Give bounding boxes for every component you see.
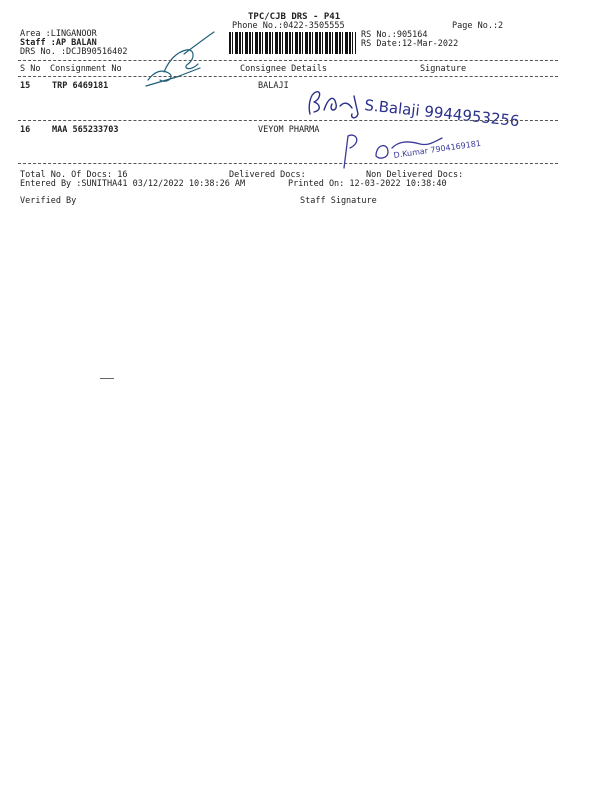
staff-handwritten-signature [140, 28, 220, 98]
row-consignment: TRP 6469181 [52, 81, 109, 91]
total-docs: Total No. Of Docs: 16 [20, 170, 128, 180]
document-title: TPC/CJB DRS - P41 [248, 12, 341, 22]
divider [18, 76, 558, 77]
row-handwritten-signature [336, 128, 482, 172]
column-header-signature: Signature [420, 64, 467, 74]
non-delivered-docs: Non Delivered Docs: [366, 170, 464, 180]
divider [18, 60, 558, 61]
printed-on: Printed On: 12-03-2022 10:38:40 [288, 179, 447, 189]
staff-signature-label: Staff Signature [300, 196, 377, 206]
divider [18, 163, 558, 164]
barcode [229, 32, 356, 54]
row-handwritten-signature [306, 84, 521, 131]
row-consignment: MAA 565233703 [52, 125, 119, 135]
entered-by: Entered By :SUNITHA41 03/12/2022 10:38:26 AM [20, 179, 246, 189]
drs-number: DRS No. :DCJB90516402 [20, 47, 128, 57]
area-label: Area :LINGANOOR [20, 29, 97, 39]
staff-label: Staff :AP BALAN [20, 38, 97, 48]
rs-date: RS Date:12-Mar-2022 [361, 39, 459, 49]
column-header-consignment: Consignment No [50, 64, 122, 74]
scan-mark [100, 378, 114, 379]
row-sno: 16 [20, 125, 31, 135]
divider [18, 120, 558, 121]
row-handwritten-text: S.Balaji 9944953256 [363, 96, 521, 131]
row-consignee: BALAJI [258, 81, 289, 91]
phone-number: Phone No.:0422-3505555 [232, 21, 345, 31]
verified-by-label: Verified By [20, 196, 77, 206]
row-sno: 15 [20, 81, 31, 91]
row-consignee: VEYOM PHARMA [258, 125, 320, 135]
page-number: Page No.:2 [452, 21, 504, 31]
column-header-sno: S No [20, 64, 41, 74]
column-header-consignee: Consignee Details [240, 64, 327, 74]
rs-number: RS No.:905164 [361, 30, 428, 40]
delivered-docs: Delivered Docs: [229, 170, 306, 180]
row-handwritten-text: D.Kumar 7904169181 [393, 138, 482, 160]
